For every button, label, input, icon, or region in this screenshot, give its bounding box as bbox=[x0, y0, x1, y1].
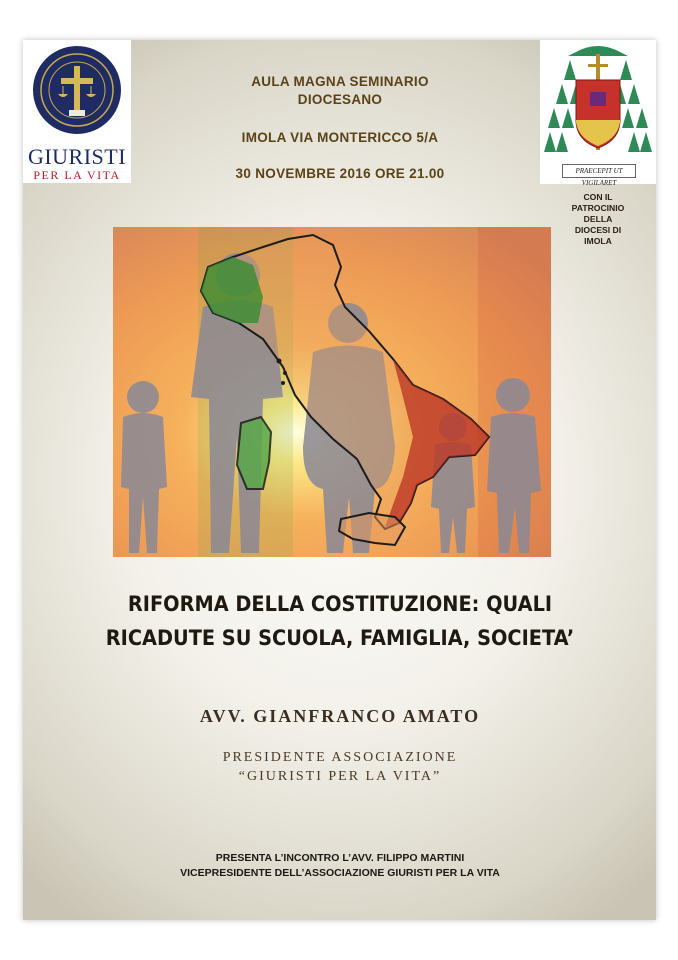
speaker-role-line-2: “GIURISTI PER LA VITA” bbox=[238, 769, 442, 784]
patronage-line: DIOCESI DI bbox=[574, 225, 622, 235]
diocese-coat-of-arms bbox=[540, 40, 656, 187]
coat-motto: PRAECEPIT UT VIGILARET bbox=[562, 164, 636, 178]
medal-emblem-icon bbox=[33, 42, 121, 142]
giuristi-logo bbox=[23, 40, 131, 183]
patronage-line: CON IL bbox=[583, 192, 613, 202]
coat-of-arms-icon bbox=[540, 40, 656, 164]
patronage-text bbox=[552, 192, 644, 247]
family-silhouette-map-image bbox=[113, 227, 551, 557]
patronage-line: IMOLA bbox=[584, 236, 612, 246]
event-title-line-2: RICADUTE SU SCUOLA, FAMIGLIA, SOCIETA’ bbox=[105, 626, 575, 650]
brand-subtitle: PER LA VITA bbox=[33, 168, 121, 182]
event-datetime: 30 NOVEMBRE 2016 ORE 21.00 bbox=[235, 166, 445, 181]
event-title-line-1: RIFORMA DELLA COSTITUZIONE: QUALI bbox=[127, 592, 553, 616]
patronage-line: PATROCINIO bbox=[571, 203, 625, 213]
speaker-name: AVV. GIANFRANCO AMATO bbox=[199, 706, 481, 726]
family-italy-illustration bbox=[113, 227, 551, 557]
venue-line-1: AULA MAGNA SEMINARIO bbox=[251, 74, 429, 89]
patronage-line: DELLA bbox=[583, 214, 613, 224]
brand-name: GIURISTI bbox=[27, 144, 127, 169]
venue-address: IMOLA VIA MONTERICCO 5/A bbox=[241, 130, 439, 145]
venue-line-2: DIOCESANO bbox=[297, 92, 383, 107]
presenter-line-2: VICEPRESIDENTE DELL’ASSOCIAZIONE GIURISTI PER LA VITA bbox=[180, 867, 500, 879]
speaker-role-line-1: PRESIDENTE ASSOCIAZIONE bbox=[222, 750, 458, 765]
presenter-line-1: PRESENTA L’INCONTRO L’AVV. FILIPPO MARTINI bbox=[215, 852, 465, 864]
